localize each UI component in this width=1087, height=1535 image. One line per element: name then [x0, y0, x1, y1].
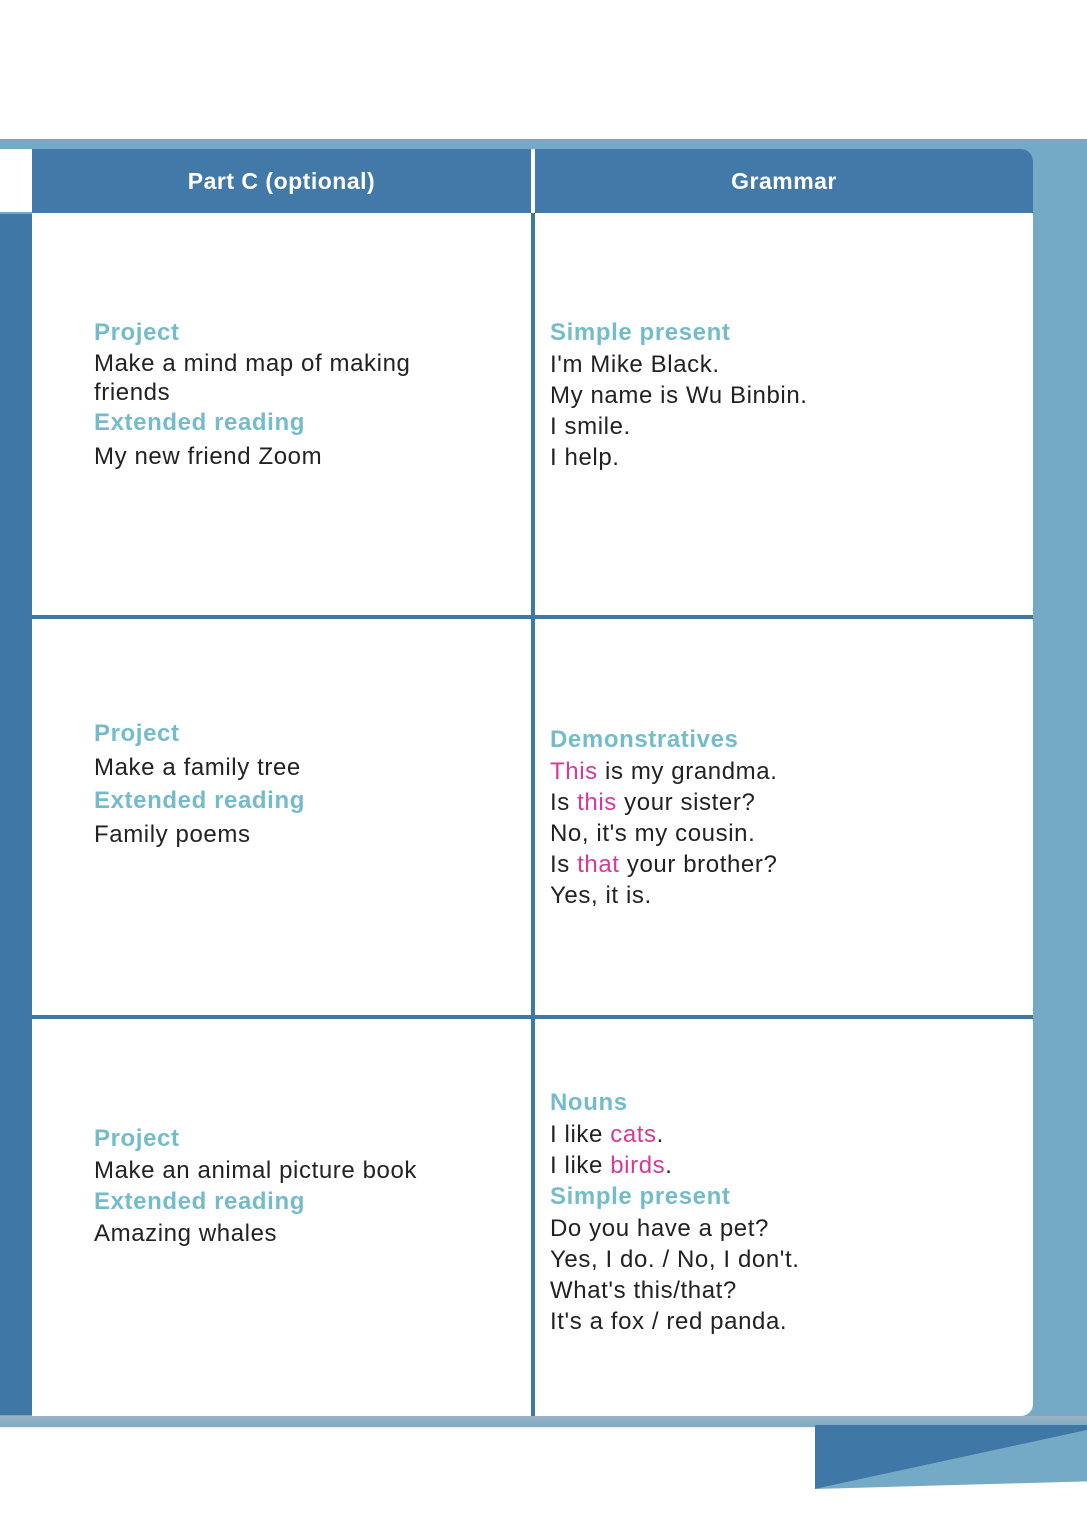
project-label: Project	[94, 319, 180, 346]
grammar-line: It's a fox / red panda.	[550, 1308, 788, 1335]
grammar-cell	[550, 1087, 800, 1337]
project-text: Make a mind map of making friends	[94, 350, 411, 406]
grammar-line: Do you have a pet?	[550, 1215, 769, 1242]
part-c-cell	[94, 317, 474, 474]
grammar-line	[550, 849, 777, 880]
line-text: I like	[550, 1152, 611, 1179]
line-text: your sister?	[616, 789, 756, 816]
highlighted-word: this	[577, 789, 617, 816]
grammar-heading: Simple present	[550, 1183, 731, 1210]
grammar-cell	[550, 317, 808, 473]
grammar-heading: Simple present	[550, 319, 731, 346]
line-text: .	[665, 1152, 673, 1179]
header-part-c: Part C (optional)	[187, 168, 376, 194]
grammar-line	[550, 1119, 800, 1150]
grammar-line	[550, 1150, 800, 1181]
extended-reading-text: Amazing whales	[94, 1220, 278, 1247]
line-text: is my grandma.	[597, 758, 778, 785]
grammar-line: Yes, I do. / No, I don't.	[550, 1246, 800, 1273]
extended-reading-text: Family poems	[94, 821, 251, 848]
grammar-line: I'm Mike Black.	[550, 351, 720, 378]
highlighted-word: that	[577, 851, 620, 878]
curriculum-table	[32, 149, 1033, 1416]
table-header	[32, 149, 1033, 213]
grammar-line: No, it's my cousin.	[550, 820, 756, 847]
project-label: Project	[94, 720, 180, 747]
corner-gap	[0, 149, 32, 212]
extended-reading-label: Extended reading	[94, 1188, 305, 1215]
grammar-line: Yes, it is.	[550, 882, 652, 909]
grammar-line	[550, 787, 777, 818]
part-c-cell	[94, 718, 305, 852]
line-text: I like	[550, 1121, 611, 1148]
header-grammar: Grammar	[731, 168, 837, 194]
part-c-cell	[94, 1123, 417, 1249]
line-text: Is	[550, 789, 578, 816]
left-edge-band	[0, 214, 32, 1415]
highlighted-word: birds	[610, 1152, 666, 1179]
grammar-heading: Nouns	[550, 1089, 628, 1116]
row-divider	[32, 615, 1033, 619]
line-text: Is	[550, 851, 578, 878]
line-text: .	[656, 1121, 664, 1148]
grammar-line	[550, 756, 777, 787]
highlighted-word: cats	[610, 1121, 657, 1148]
row-divider	[32, 1015, 1033, 1019]
project-label: Project	[94, 1125, 180, 1152]
highlighted-word: This	[550, 758, 598, 785]
grammar-heading: Demonstratives	[550, 726, 739, 753]
grammar-line: My name is Wu Binbin.	[550, 382, 808, 409]
grammar-line: What's this/that?	[550, 1277, 737, 1304]
project-text: Make an animal picture book	[94, 1157, 418, 1184]
extended-reading-label: Extended reading	[94, 409, 305, 436]
extended-reading-text: My new friend Zoom	[94, 443, 323, 470]
grammar-line: I smile.	[550, 413, 631, 440]
grammar-line: I help.	[550, 444, 620, 471]
line-text: your brother?	[619, 851, 778, 878]
project-text: Make a family tree	[94, 754, 301, 781]
column-divider	[531, 213, 535, 1416]
extended-reading-label: Extended reading	[94, 787, 305, 814]
grammar-cell	[550, 724, 777, 911]
